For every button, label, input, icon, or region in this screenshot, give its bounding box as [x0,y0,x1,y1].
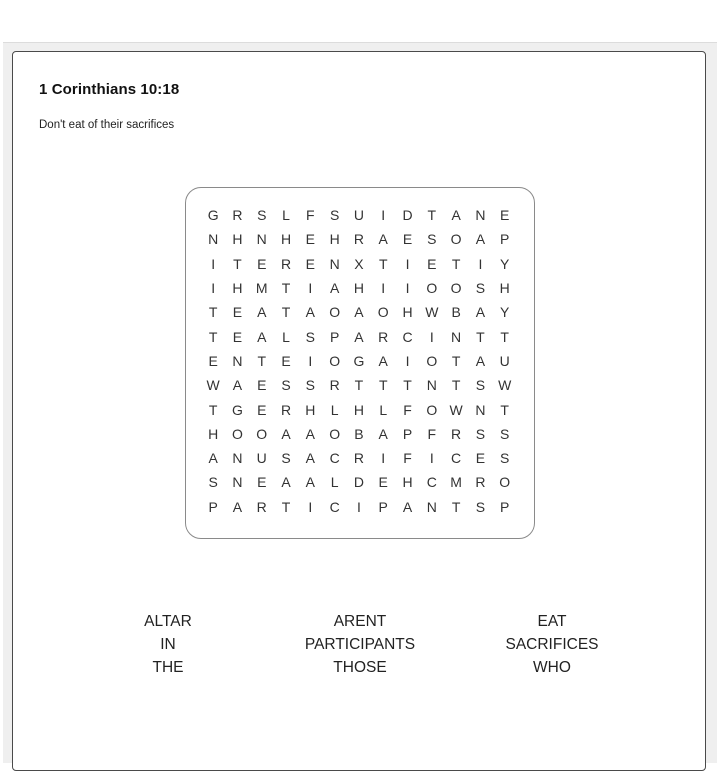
grid-letter: E [427,255,437,272]
grid-letter: R [475,474,486,491]
grid-letter: T [476,328,485,345]
grid-letter: N [208,231,219,248]
grid-letter: S [475,377,486,394]
word-item: IN [160,636,176,653]
grid-letter: H [305,401,316,418]
grid-letter: I [405,280,410,297]
grid-letter: B [354,425,364,442]
grid-letter: M [450,474,462,491]
grid-letter: O [232,425,243,442]
grid-letter: R [256,498,267,515]
word-item: PARTICIPANTS [304,636,416,653]
grid-letter: A [475,304,486,321]
grid-letter: L [379,401,388,418]
grid-letter: G [232,401,243,418]
grid-letter: A [281,425,291,442]
grid-letter: H [402,304,413,321]
grid-letter: T [208,304,218,321]
grid-letter: L [282,328,290,345]
grid-letter: S [475,498,486,515]
grid-letter: I [429,328,434,345]
grid-letter: A [475,352,486,369]
grid-letter: N [329,255,340,272]
grid-letter: G [207,207,219,224]
grid-letter: W [498,377,512,394]
grid-letter: E [281,352,291,369]
grid-letter: E [232,328,243,345]
grid-letter: H [232,231,243,248]
grid-letter: O [329,425,341,442]
grid-letter: L [330,474,339,491]
grid-letter: O [426,352,438,369]
grid-letter: C [451,450,462,467]
grid-letter: T [427,207,437,224]
word-item: WHO [533,659,571,676]
grid-letter: A [257,328,267,345]
grid-letter: H [208,425,219,442]
grid-letter: H [329,231,340,248]
grid-letter: E [257,401,267,418]
grid-letter: I [211,280,216,297]
grid-letter: O [450,280,462,297]
grid-letter: G [353,352,365,369]
grid-letter: T [208,328,218,345]
grid-letter: T [354,377,364,394]
grid-letter: I [308,280,313,297]
page-subtitle: Don't eat of their sacrifices [39,119,175,131]
grid-letter: T [281,304,291,321]
word-item: THOSE [333,659,387,676]
grid-letter: U [499,352,510,369]
grid-letter: T [403,377,412,394]
grid-letter: A [354,328,364,345]
grid-letter: E [257,255,267,272]
grid-letter: R [353,450,364,467]
grid-letter: C [426,474,437,491]
grid-letter: H [353,280,364,297]
grid-letter: D [402,207,413,224]
grid-letter: I [381,280,386,297]
grid-letter: W [425,304,439,321]
grid-letter: S [500,450,510,467]
grid-letter: A [257,304,267,321]
grid-letter: S [427,231,437,248]
grid-letter: R [378,328,389,345]
grid-letter: O [426,280,438,297]
grid-letter: A [329,280,340,297]
grid-letter: H [232,280,243,297]
grid-letter: E [402,231,413,248]
grid-letter: P [402,425,413,442]
word-item: EAT [537,613,567,630]
grid-letter: C [329,498,340,515]
grid-letter: R [451,425,462,442]
grid-letter: O [499,474,511,491]
grid-letter: A [305,304,315,321]
grid-letter: R [353,231,364,248]
grid-letter: P [329,328,340,345]
grid-letter: I [211,255,216,272]
grid-letter: O [450,231,462,248]
grid-letter: E [305,231,315,248]
grid-letter: C [402,328,413,345]
grid-letter: W [206,377,220,394]
grid-letter: E [500,207,510,224]
grid-letter: R [232,207,243,224]
grid-letter: N [256,231,267,248]
grid-letter: E [257,377,267,394]
word-item: ARENT [333,613,387,630]
grid-letter: H [402,474,413,491]
grid-letter: E [208,352,218,369]
grid-letter: T [500,328,509,345]
grid-letter: H [280,231,292,248]
grid-letter: T [281,280,291,297]
grid-letter: F [403,450,412,467]
grid-letter: T [451,498,461,515]
grid-letter: I [405,352,410,369]
grid-letter: T [208,401,218,418]
grid-letter: S [475,425,486,442]
grid-letter: O [377,304,389,321]
word-item: SACRIFICES [505,636,599,653]
grid-letter: M [255,280,268,297]
grid-letter: N [426,498,437,515]
grid-letter: S [281,377,291,394]
grid-letter: O [329,352,341,369]
grid-letter: I [308,498,313,515]
grid-letter: I [356,498,361,515]
grid-letter: T [378,255,388,272]
grid-letter: H [499,280,510,297]
grid-letter: I [405,255,410,272]
grid-letter: F [306,207,315,224]
grid-letter: O [426,401,438,418]
grid-letter: A [402,498,413,515]
grid-letter: H [353,401,364,418]
grid-letter: N [232,474,243,491]
word-item: THE [152,659,184,676]
grid-letter: F [427,425,437,442]
grid-letter: I [478,255,483,272]
grid-letter: P [378,498,388,515]
word-column-1 [128,610,208,679]
grid-letter: S [208,474,218,491]
grid-letter: S [281,450,291,467]
grid-letter: A [208,450,218,467]
grid-letter: L [282,207,290,224]
grid-letter: T [451,352,461,369]
grid-letter: A [475,231,486,248]
grid-letter: S [257,207,267,224]
grid-letter: P [500,231,510,248]
grid-letter: X [354,255,364,272]
grid-letter: A [378,425,388,442]
grid-letter: N [232,352,243,369]
grid-letter: N [232,450,243,467]
word-column-2 [290,610,430,679]
grid-letter: P [208,498,218,515]
grid-letter: E [305,255,315,272]
grid-letter: T [500,401,509,418]
grid-letter: N [475,207,486,224]
grid-letter: S [475,280,486,297]
grid-letter: A [305,450,315,467]
grid-letter: S [305,377,315,394]
grid-letter: N [426,377,437,394]
grid-letter: N [451,328,462,345]
grid-letter: A [378,352,388,369]
grid-letter: R [280,255,292,272]
grid-letter: A [305,474,315,491]
grid-letter: O [256,425,268,442]
grid-letter: O [329,304,341,321]
word-item: ALTAR [144,613,192,630]
word-column-3 [492,610,612,679]
grid-letter: A [354,304,364,321]
grid-letter: R [280,401,292,418]
grid-letter: E [232,304,243,321]
grid-letter: I [381,207,386,224]
grid-letter: Y [500,255,510,272]
grid-letter: A [378,231,388,248]
grid-letter: S [500,425,510,442]
grid-letter: B [451,304,461,321]
grid-letter: T [451,255,461,272]
grid-letter: A [232,498,243,515]
grid-letter: I [381,450,386,467]
grid-letter: E [378,474,388,491]
letter-grid [201,203,517,519]
page-title: 1 Corinthians 10:18 [39,81,180,98]
grid-letter: S [305,328,315,345]
grid-letter: A [232,377,243,394]
grid-letter: A [281,474,291,491]
grid-letter: I [429,450,434,467]
grid-letter: T [378,377,388,394]
grid-letter: D [353,474,364,491]
grid-letter: U [256,450,267,467]
grid-letter: A [451,207,461,224]
grid-letter: A [305,425,315,442]
grid-letter: C [329,450,340,467]
grid-letter: U [353,207,364,224]
grid-letter: T [451,377,461,394]
grid-letter: P [500,498,510,515]
grid-letter: E [257,474,267,491]
word-list [0,610,720,690]
grid-letter: E [475,450,486,467]
grid-letter: R [329,377,340,394]
grid-letter: T [233,255,242,272]
grid-letter: F [403,401,412,418]
grid-letter: T [257,352,267,369]
grid-letter: T [281,498,291,515]
grid-letter: Y [500,304,510,321]
grid-letter: I [308,352,313,369]
grid-letter: N [475,401,486,418]
grid-letter: W [449,401,463,418]
grid-letter: L [330,401,339,418]
grid-letter: S [329,207,340,224]
